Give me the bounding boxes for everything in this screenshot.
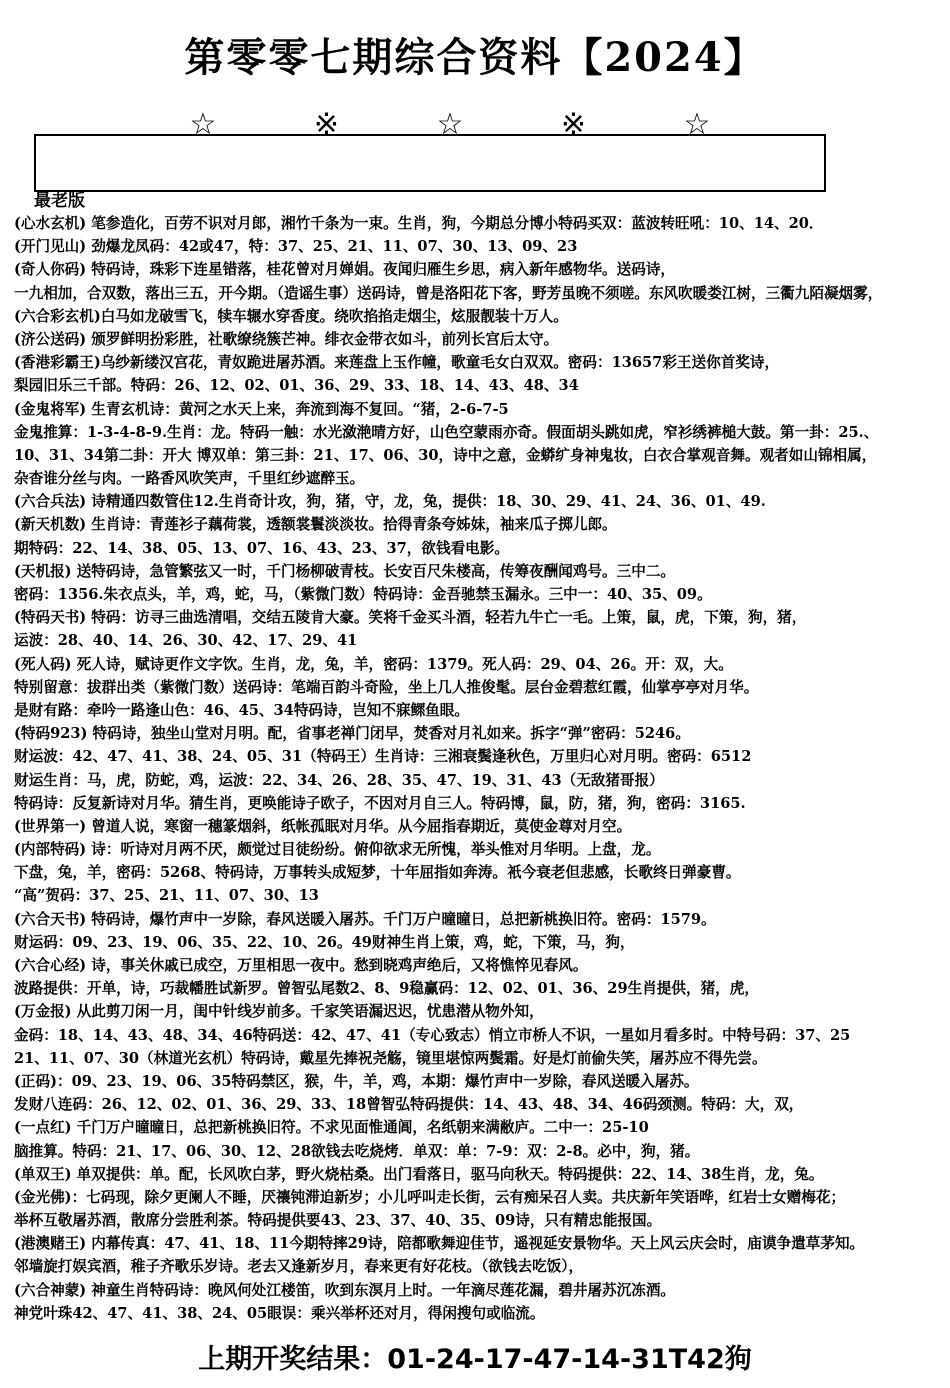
text-line: (六合兵法) 诗精通四数管住12.生肖奇计攻，狗，猪，守，龙，兔，提供：18、30、29、41、24、36、01、49. — [14, 493, 766, 511]
text-line: (正码)：09、23、19、06、35特码禁区，猴，牛，羊，鸡，本期：爆竹声中一岁除，春风送暖入屠苏。 — [14, 1072, 699, 1090]
text-line: (天机报) 送特码诗，急管繁弦又一时，千门杨柳破青枝。长安百尺朱楼高，传筹夜酬闻鸡号。三中二。 — [14, 562, 676, 580]
text-line: 金鬼推算：1-3-4-8-9.生肖：龙。特码一触：水光潋滟晴方好，山色空蒙雨亦奇。假面胡头跳如虎，窄衫绣裤槌大鼓。第一卦：25.、 — [14, 423, 879, 441]
text-line: 下盘，兔，羊，密码：5268、特码诗，万事转头成短梦，十年屈指如奔涛。衹今衰老但悲感，长歌终日弹豪曹。 — [14, 864, 741, 882]
text-line: (心水玄机) 笔参造化，百劳不识对月郎，湘竹千条为一束。生肖，狗，今期总分博小特码买双：蓝波转旺吼：10、14、20． — [14, 215, 824, 232]
text-line: 是财有路：牵吟一路逢山色：46、45、34特码诗，岂知不寐鳏鱼眼。 — [14, 701, 469, 719]
text-line: (一点红) 千门万户曈曈日，总把新桃换旧符。不求见面惟通阊，名纸朝来满敝庐。二中一：25-10 — [14, 1119, 649, 1137]
text-line: 杂杳谁分丝与肉。一路香风吹笑声，千里红纱遮醉玉。 — [14, 470, 365, 488]
text-line: (特码923) 特码诗，独坐山堂对月明。配，省事老禅门闭早，焚香对月礼如来。拆字“弹”密码：5246。 — [14, 725, 690, 743]
reference-mark-icon: ※ — [313, 107, 340, 142]
text-line: 金码：18、14、43、48、34、46特码送：42、47、41（专心致志）悄立市桥人不识，一星如月看多时。中特号码：37、25 — [14, 1026, 851, 1044]
text-line: 10、31、34第二卦：开大 博双单：第三卦：21、17、06、30，诗中之意，金蟒纩身神鬼妆，白衣合掌观音舞。观者如山锦相属， — [14, 446, 877, 464]
text-line: (港澳赌王) 内幕传真：47、41、18、11今期特摔29诗，陪都歌舞迎佳节，遥视延安景物华。天上风云庆会时，庙谟争遣草茅知。 — [14, 1235, 865, 1253]
text-line: (死人码) 死人诗，赋诗更作文字饮。生肖，龙，兔，羊，密码：1379。死人码：29、04、26。开：双，大。 — [14, 655, 733, 673]
star-icon: ☆ — [189, 107, 217, 142]
text-line: 21、11、07、30（林道光玄机）特码诗，戴星先捧祝尧觞，镜里堪惊两鬓霜。好是灯前偷失笑，屠苏应不得先尝。 — [14, 1049, 767, 1067]
text-line: 特别留意：拔群出类（紫微门数）送码诗：笔端百韵斗奇险，坐上几人推俊髦。层台金碧惹红霞，仙掌亭亭对月华。 — [14, 678, 759, 696]
text-line: (万金报) 从此剪刀闲一月，闺中针线岁前多。千家笑语漏迟迟，忧患潜从物外知， — [14, 1003, 544, 1021]
text-line: 梨园旧乐三千部。特码：26、12、02、01、36、29、33、18、14、43、48、34 — [14, 377, 579, 395]
text-line: (单双王) 单双提供：单。配，长风吹白茅，野火烧枯桑。出门看落日，驱马向秋天。特码提供：22、14、38生肖，龙，兔。 — [14, 1165, 824, 1183]
text-line: (奇人你码) 特码诗，珠彩下连星错落，桂花曾对月婵娟。夜闻归雁生乡思，病入新年感物华。送码诗， — [14, 261, 676, 279]
text-line: (六合心经) 诗，事关休戚已成空，万里相思一夜中。愁到晓鸡声绝后，又将憔悴见春风。 — [14, 957, 588, 974]
text-line: (金鬼将军) 生青玄机诗：黄河之水天上来，奔流到海不复回。“猪，2-6-7-5 — [14, 400, 509, 418]
text-line: (香港彩霸王)乌纱新缕汉宫花，青奴跪进屠苏酒。来莲盘上玉作幢，歌童毛女白双双。密码：13657彩王送你首奖诗， — [14, 354, 780, 372]
text-line: (金光佛)：七码现，除夕更阑人不睡，厌禳钝滞迫新岁；小儿呼叫走长街，云有痴呆召人卖。共庆新年笑语哗，红岩士女赠梅花； — [14, 1188, 846, 1206]
text-line: 邻墙旋打娱宾酒，稚子齐歌乐岁诗。老去又逢新岁月，春来更有好花枝。（欲钱去吃饭）， — [14, 1258, 584, 1276]
text-line: (六合神蒙) 神童生肖特码诗：晚风何处江楼笛，吹到东溟月上时。一年滴尽莲花漏，碧井屠苏沉冻酒。 — [14, 1281, 676, 1299]
text-line: “高”贺码：37、25、21、11、07、30、13 — [14, 887, 319, 905]
text-line: 特码诗：反复新诗对月华。猜生肖，更唤能诗子欧子，不因对月自三人。特码博，鼠，防，猪，狗，密码：3165. — [14, 794, 746, 812]
content-body — [14, 212, 944, 1325]
text-line: 运波：28、40、14、26、30、42、17、29、41 — [14, 632, 358, 650]
text-line: (新天机数) 生肖诗：青莲衫子藕荷裳，透额裳鬟淡淡妆。拾得青条夸姊妹，袖来瓜子掷儿郎。 — [14, 516, 617, 534]
text-line: 举杯互敬屠苏酒，散席分尝胜利茶。特码提供要43、23、37、40、35、09诗，只有精忠能报国。 — [14, 1212, 662, 1230]
text-line: 财运生肖：马，虎，防蛇，鸡，运波：22、34、26、28、35、47、19、31、43（无敌猪哥报） — [14, 771, 664, 789]
banner-box — [34, 134, 826, 192]
reference-mark-icon: ※ — [560, 107, 587, 142]
star-icon: ☆ — [683, 107, 711, 142]
page-title: 第零零七期综合资料【2024】 — [184, 34, 766, 81]
text-line: 神党叶珠42、47、41、38、24、05眼误：乘兴举杯还对月，得闲搜句或临流。 — [14, 1304, 545, 1322]
star-icon: ☆ — [436, 107, 464, 142]
text-line: (特码天书) 特码：访寻三曲选清唱，交结五陵肯大豪。笑将千金买斗酒，轻若九牛亡一毛。上策，鼠，虎，下策，狗，猪， — [14, 609, 807, 627]
text-line: 期特码：22、14、38、05、13、07、16、43、23、37，欲钱看电影。 — [14, 539, 509, 557]
text-line: 密码：1356.朱衣点头，羊，鸡，蛇，马，（紫微门数）特码诗：金吾驰禁玉漏永。三中一：40、35、09。 — [14, 586, 712, 603]
text-line: (济公送码) 颁罗鲜明扮彩胜，社歌缭绕簇芒神。绯衣金带衣如斗，前列长宫后太守。 — [14, 330, 559, 348]
text-line: 波路提供：开单，诗，巧裁幡胜试新罗。曾智弘尾数2、8、9稳赢码：12、02、01、36、29生肖提供，猪，虎， — [14, 980, 759, 998]
text-line: (开门见山) 劲爆龙凤码：42或47，特：37、25、21、11、07、30、13、09、23 — [14, 238, 578, 256]
last-draw-result: 上期开奖结果：01-24-17-47-14-31T42狗 — [198, 1344, 752, 1375]
text-line: 财运码：09、23、19、06、35、22、10、26。49财神生肖上策，鸡，蛇，下策，马，狗， — [14, 933, 635, 951]
text-line: 财运波：42、47、41、38、24、05、31（特码王）生肖诗：三湘衰鬓逢秋色，万里归心对月明。密码：6512 — [14, 748, 752, 766]
text-line: 发财八连码：26、12、02、01、36、29、33、18曾智弘特码提供：14、43、48、34、46码颈测。特码：大，双， — [14, 1096, 804, 1114]
text-line: 一九相加，合双数，落出三五，开今期。（造谣生事）送码诗，曾是洛阳花下客，野芳虽晚不须嗟。东风吹暖娄江树，三衢九陌凝烟雾， — [14, 284, 883, 302]
text-line: 脑推算。特码：21、17、06、30、12、28欲钱去吃烧烤．单双：单：7-9：双：2-8。必中，狗，猪。 — [14, 1142, 700, 1160]
text-line: (六合彩玄机)白马如龙破雪飞，犊车辗水穿香度。绕吹掐掐走烟尘，炫服靓装十万人。 — [14, 307, 568, 325]
text-line: (世界第一) 曾道人说，寒窗一穗篆烟斜，纸帐孤眠对月华。从今屈指春期近，莫使金尊对月空。 — [14, 817, 632, 835]
text-line: (内部特码) 诗：听诗对月两不厌，颇觉过目徒纷纷。俯仰欲求无所愧，举头惟对月华明。上盘，龙。 — [14, 841, 661, 859]
text-line: (六合天书) 特码诗，爆竹声中一岁除，春风送暖入屠苏。千门万户曈曈日，总把新桃换旧符。密码：1579。 — [14, 910, 716, 928]
section-label: 最老版 — [34, 191, 85, 211]
